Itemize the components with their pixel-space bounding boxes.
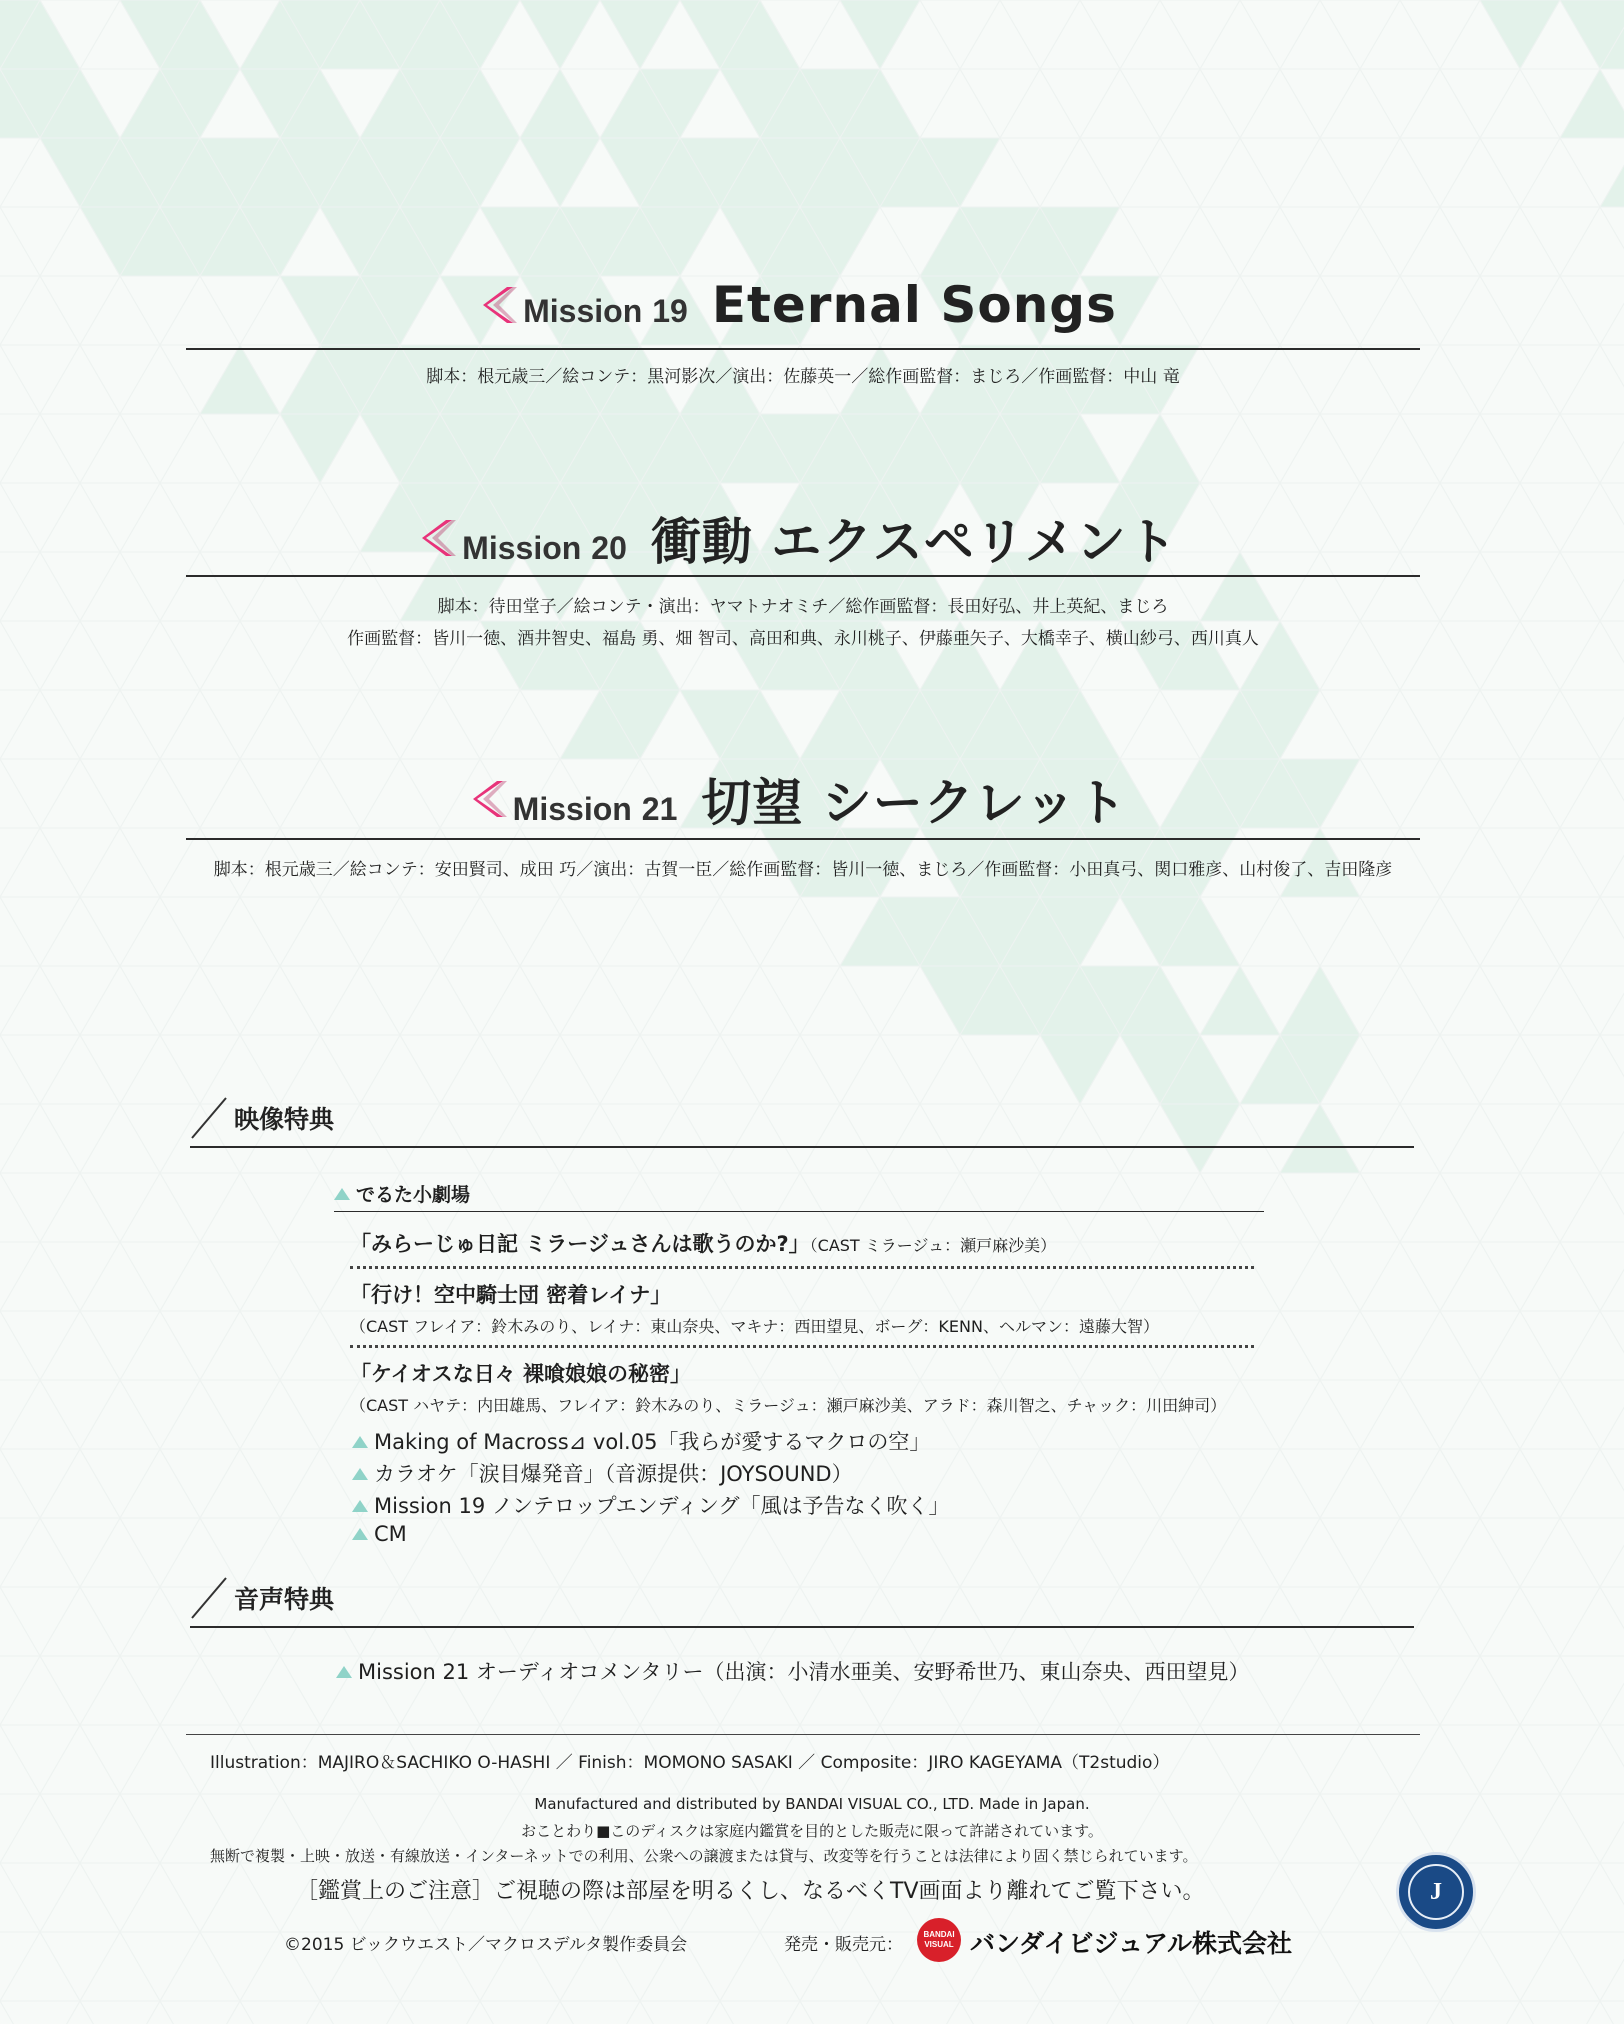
mission-19-title [180,276,1420,334]
bonus-item: CM [352,1522,407,1546]
triangle-icon [352,1436,368,1448]
bonus-item: Making of Macross⊿ vol.05「我らが愛するマクロの空」 [352,1426,930,1456]
chevron-icon [473,779,507,819]
triangle-icon [352,1468,368,1480]
bandai-visual-logo: BANDAI VISUAL [917,1918,961,1962]
video-bonus-header [188,1096,334,1140]
notice-text: おことわり■このディスクは家庭内鑑賞を目的とした販売に限って許諾されています。 [521,1822,1103,1840]
episode-title: 「行け！空中騎士団 密着レイナ」 [350,1283,672,1307]
episode-title: 「みらーじゅ日記 ミラージュさんは歌うのか?」（CAST ミラージュ：瀬戸麻沙美） [350,1232,1057,1256]
mission-name: 切望 シークレット [701,774,1128,832]
section-title: 映像特典 [234,1105,335,1134]
footer-divider [186,1734,1420,1735]
divider [186,348,1420,350]
seller-label: 発売・販売元： [784,1935,903,1955]
mission-21-title [180,763,1420,835]
episode-title: 「ケイオスな日々 裸喰娘娘の秘密」 [350,1362,691,1386]
certification-seal [1396,1852,1476,1932]
viewing-notice: ［鑑賞上のご注意］ご視聴の際は部屋を明るくし、なるべくTV画面より離れてご覧下さい。 [296,1879,1205,1904]
section-title: 音声特典 [234,1585,335,1614]
triangle-icon [352,1500,368,1512]
chevron-icon [422,518,456,558]
mission-name: 衝動 エクスペリメント [650,513,1178,571]
manufacturer-text: Manufactured and distributed by BANDAI VISUAL CO., LTD. Made in Japan. [534,1795,1090,1813]
mission-number: 21 [641,791,678,827]
triangle-icon [334,1188,350,1200]
legal-notice: 無断で複製・上映・放送・有線放送・インターネットでの利用、公衆への譲渡または貸与、改変等を行うことは法律により固く禁じられています。 [210,1847,1198,1865]
seal-letter: J [1408,1864,1464,1920]
episode-cast: （CAST ハヤテ：内田雄馬、フレイア：鈴木みのり、ミラージュ：瀬戸麻沙美、アラド：森川智之、チャック：川田紳司） [350,1396,1227,1415]
triangle-icon [336,1666,352,1678]
mission-number: 19 [652,293,688,329]
chevron-icon [483,285,517,325]
episode-cast: （CAST ミラージュ：瀬戸麻沙美） [809,1236,1057,1255]
credit-line: 脚本：根元歳三／絵コンテ：安田賢司、成田 巧／演出：古賀一臣／総作画監督：皆川一徳、まじろ／作画監督：小田真弓、関口雅彦、山村俊了、吉田隆彦 [213,860,1393,880]
dotted-divider [350,1345,1254,1348]
mission-20-title [180,502,1420,574]
divider [334,1211,1264,1212]
credit-line: 作画監督：皆川一徳、酒井智史、福島 勇、畑 智司、高田和典、永川桃子、伊藤亜矢子、大橋幸子、横山紗弓、西川真人 [347,629,1259,649]
mission-number: 20 [591,530,627,566]
divider [186,575,1420,577]
credit-line: 脚本：根元歳三／絵コンテ：黒河影次／演出：佐藤英一／総作画監督：まじろ／作画監督：中山 竜 [426,367,1180,387]
bonus-item: カラオケ「涙目爆発音」（音源提供：JOYSOUND） [352,1458,853,1488]
mission-label: Mission [462,530,582,566]
triangle-icon [352,1528,368,1540]
slash-icon [188,1576,228,1620]
subsection-title: でるた小劇場 [334,1180,470,1207]
bonus-item: Mission 19 ノンテロップエンディング「風は予告なく吹く」 [352,1490,950,1520]
company-name: バンダイビジュアル株式会社 [970,1929,1293,1958]
divider [186,838,1420,840]
episode-cast: （CAST フレイア：鈴木みのり、レイナ：東山奈央、マキナ：西田望見、ボーグ：KENN、ヘルマン：遠藤大智） [350,1317,1159,1336]
dotted-divider [350,1266,1254,1269]
mission-label: Mission [512,791,632,827]
mission-label: Mission [523,293,643,329]
staff-credits: Illustration：MAJIRO＆SACHIKO O-HASHI ／ Finish：MOMONO SASAKI ／ Composite：JIRO KAGEYAMA（T2studio） [210,1753,1170,1773]
divider [190,1146,1414,1148]
copyright-text: ©2015 ビックウエスト／マクロスデルタ製作委員会 [284,1935,688,1955]
bonus-item: Mission 21 オーディオコメンタリー（出演：小清水亜美、安野希世乃、東山奈央、西田望見） [336,1656,1250,1686]
audio-bonus-header [188,1576,334,1620]
credit-line: 脚本：待田堂子／絵コンテ・演出：ヤマトナオミチ／総作画監督：長田好弘、井上英紀、まじろ [437,597,1169,617]
mission-name: Eternal Songs [711,276,1117,334]
divider [190,1626,1414,1628]
slash-icon [188,1096,228,1140]
